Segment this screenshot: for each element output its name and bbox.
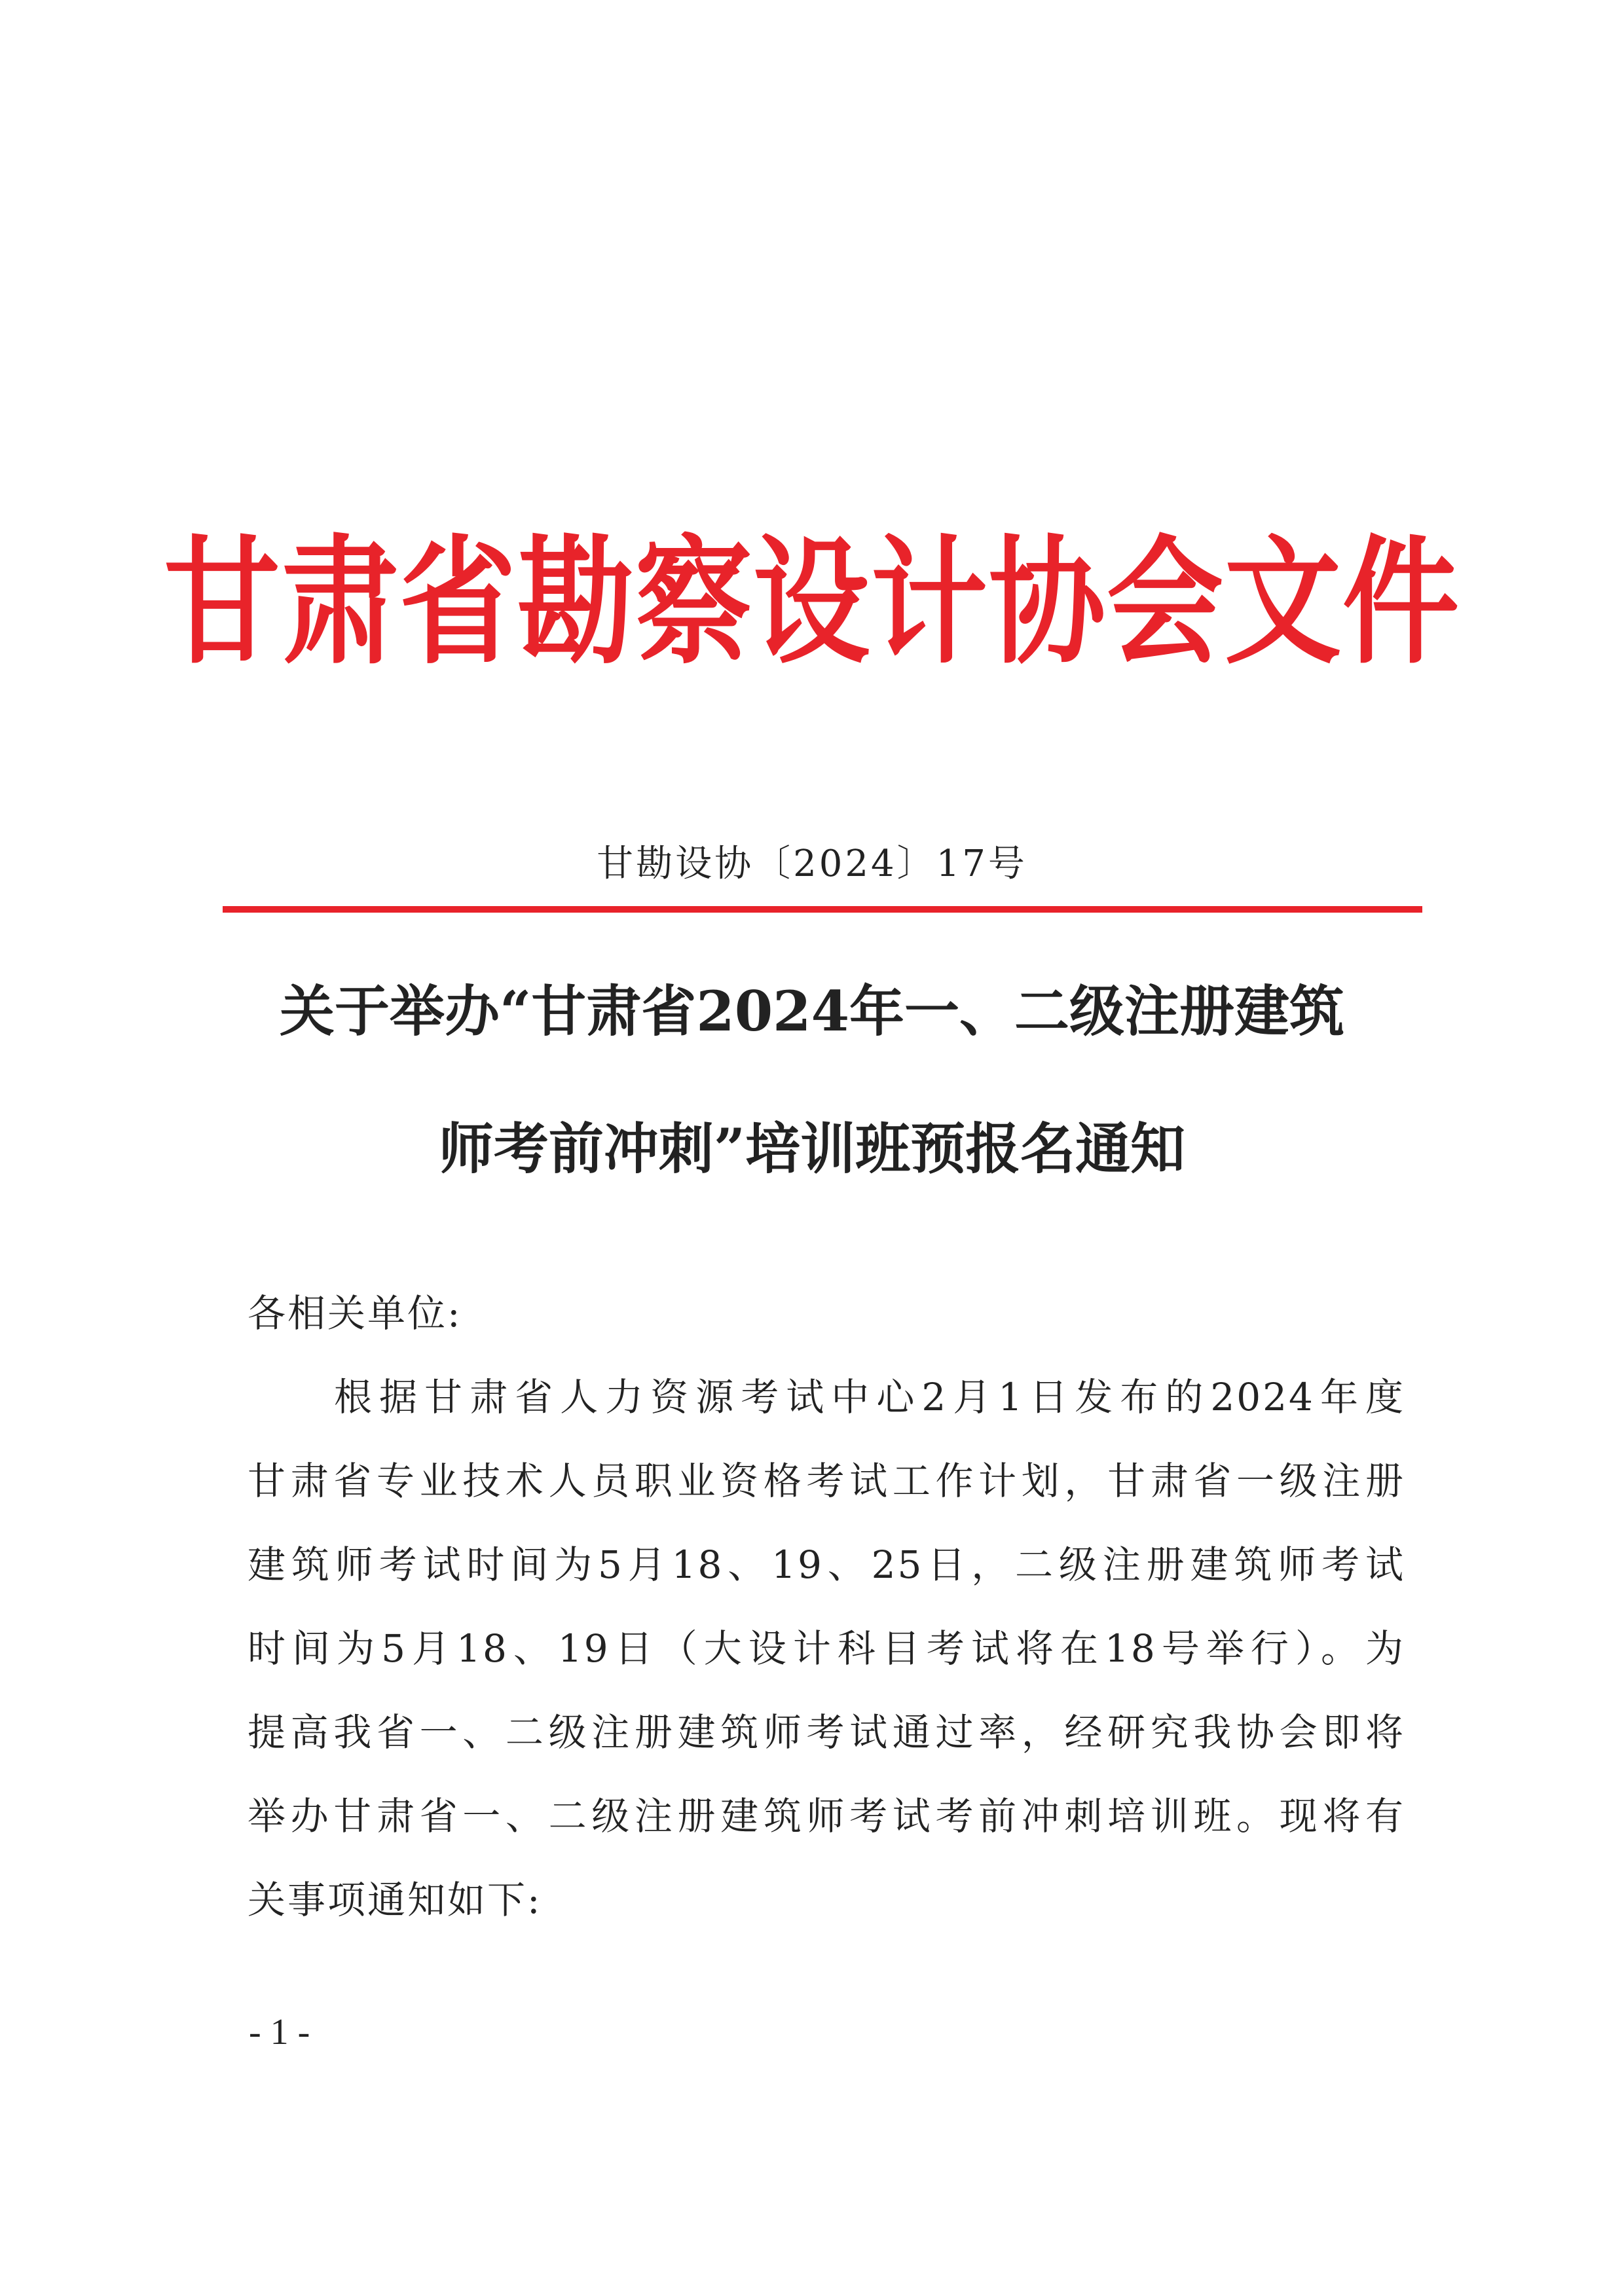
notice-title-line-1: 关于举办“甘肃省2024年一、二级注册建筑 — [279, 979, 1345, 1044]
document-number: 甘勘设协〔2024〕17号 — [597, 843, 1027, 885]
body-line: 建筑师考试时间为5月18、19、25日，二级注册建筑师考试 — [248, 1542, 1405, 1587]
body-line: 举办甘肃省一、二级注册建筑师考试考前冲刺培训班。现将有 — [248, 1794, 1405, 1838]
body-line: 甘肃省专业技术人员职业资格考试工作计划，甘肃省一级注册 — [248, 1459, 1405, 1503]
salutation: 各相关单位: — [248, 1291, 462, 1336]
body-line: 提高我省一、二级注册建筑师考试通过率，经研究我协会即将 — [248, 1710, 1405, 1755]
issuing-authority-header: 甘肃省勘察设计协会文件 — [164, 520, 1460, 683]
page-number: - 1 - — [249, 2012, 310, 2052]
body-line: 时间为5月18、19日（大设计科目考试将在18号举行）。为 — [248, 1626, 1405, 1671]
body-line: 根据甘肃省人力资源考试中心2月1日发布的2024年度 — [334, 1375, 1405, 1419]
red-divider-rule — [223, 906, 1422, 913]
notice-title-line-2: 师考前冲刺”培训班预报名通知 — [438, 1116, 1186, 1181]
body-line: 关事项通知如下: — [248, 1878, 542, 1922]
